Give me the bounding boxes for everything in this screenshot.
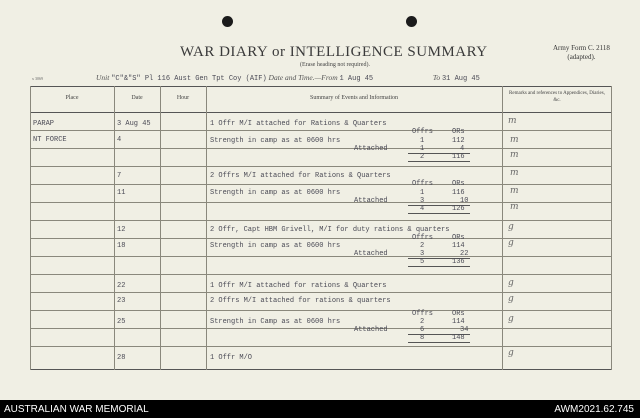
attached-offrs: 1	[420, 145, 425, 153]
attached-ors: 22	[460, 250, 469, 258]
entry-text: Strength in camp as at 0600 hrs	[210, 137, 341, 145]
date-to: 31 Aug 45	[441, 75, 480, 83]
unit-line	[96, 73, 480, 83]
entry-date: 22	[117, 282, 126, 290]
entry-place: PARAP	[33, 120, 55, 128]
table-head-ors: ORs	[452, 128, 465, 136]
page-title: WAR DIARY or INTELLIGENCE SUMMARY	[180, 44, 488, 60]
entry-initials: g	[508, 238, 514, 248]
entry-initials: g	[508, 222, 514, 232]
attached-label: Attached	[354, 197, 388, 205]
strength-ors: 116	[452, 189, 465, 197]
footer-institution: AUSTRALIAN WAR MEMORIAL	[4, 404, 149, 415]
col-header-place: Place	[65, 95, 79, 101]
strength-offrs: 2	[420, 318, 425, 326]
form-number	[553, 44, 610, 62]
total-ors: 148	[452, 334, 465, 342]
entry-initials: m	[508, 116, 517, 126]
diary-table	[30, 86, 612, 370]
strength-offrs: 2	[420, 242, 425, 250]
strength-offrs: 1	[420, 137, 425, 145]
attached-label: Attached	[354, 326, 388, 334]
entry-text: 1 Offr M/I attached for rations & Quarters	[210, 282, 387, 290]
attached-label: Attached	[354, 250, 388, 258]
entry-initials: g	[508, 348, 514, 358]
entry-initials: g	[508, 314, 514, 324]
attached-offrs: 3	[420, 197, 425, 205]
table-head-offrs: Offrs	[412, 234, 434, 242]
attached-offrs: 3	[420, 250, 425, 258]
entry-date: 18	[117, 242, 126, 250]
strength-offrs: 1	[420, 189, 425, 197]
corner-mark: x 3069	[32, 76, 43, 81]
date-from: 1 Aug 45	[339, 75, 374, 83]
entry-text: Strength in Camp as at 0600 hrs	[210, 318, 341, 326]
entry-date: 3 Aug 45	[117, 120, 151, 128]
table-head-ors: ORs	[452, 234, 465, 242]
entry-text: 2 Offrs M/I attached for Rations & Quarters	[210, 172, 391, 180]
entry-text: 1 Offr M/I attached for Rations & Quarters	[210, 120, 387, 128]
entry-text: Strength in camp as at 0600 hrs	[210, 242, 341, 250]
attached-offrs: 6	[420, 326, 425, 334]
table-head-ors: ORs	[452, 180, 465, 188]
total-row	[408, 153, 470, 162]
attached-ors: 34	[460, 326, 469, 334]
entry-date: 28	[117, 354, 126, 362]
total-ors: 116	[452, 153, 465, 161]
entry-initials: m	[510, 186, 519, 196]
page-subtitle: (Erase heading not required).	[300, 62, 370, 68]
entry-date: 4	[117, 136, 122, 144]
entry-date: 12	[117, 226, 126, 234]
date-to-label: To	[432, 73, 441, 82]
attached-ors: 10	[460, 197, 469, 205]
total-row	[408, 334, 470, 343]
entry-initials-extra: m	[510, 202, 519, 212]
entry-text: 2 Offrs M/I attached for rations & quarters	[210, 297, 391, 305]
attached-ors: 4	[460, 145, 465, 153]
table-head-offrs: Offrs	[412, 180, 434, 188]
col-header-date: Date	[131, 95, 143, 101]
form-number-label: Army Form C. 2118	[553, 44, 610, 52]
total-offrs: 4	[420, 205, 425, 213]
entry-date: 25	[117, 318, 126, 326]
attached-label: Attached	[354, 145, 388, 153]
table-head-ors: ORs	[452, 310, 465, 318]
date-range-label: Date and Time.—From	[268, 73, 338, 82]
unit-label: Unit	[96, 73, 110, 82]
total-offrs: 8	[420, 334, 425, 342]
entry-initials-extra: m	[510, 150, 519, 160]
entry-date: 23	[117, 297, 126, 305]
entry-text: 2 Offr, Capt HBM Grivell, M/I for duty rations & quarters	[210, 226, 450, 234]
table-head-offrs: Offrs	[412, 128, 434, 136]
entry-date: 11	[117, 189, 126, 197]
col-header-remarks: Remarks and references to Appendices, Diaries, &c.	[509, 91, 605, 103]
unit-value: "C"&"S" Pl 116 Aust Gen Tpt Coy (AIF)	[111, 75, 267, 83]
entry-initials: g	[508, 278, 514, 288]
entry-initials: g	[508, 294, 514, 304]
entry-place: NT FORCE	[33, 136, 67, 144]
strength-ors: 114	[452, 318, 465, 326]
total-row	[408, 258, 470, 267]
total-offrs: 5	[420, 258, 425, 266]
footer-accession: AWM2021.62.745	[554, 404, 634, 415]
table-head-offrs: Offrs	[412, 310, 434, 318]
entry-date: 7	[117, 172, 122, 180]
punch-hole-left	[222, 16, 233, 27]
strength-ors: 114	[452, 242, 465, 250]
col-header-hour: Hour	[176, 95, 190, 101]
total-offrs: 2	[420, 153, 425, 161]
total-ors: 126	[452, 205, 465, 213]
strength-ors: 112	[452, 137, 465, 145]
total-ors: 136	[452, 258, 465, 266]
total-row	[408, 205, 470, 214]
entry-initials: m	[510, 168, 519, 178]
form-number-note: (adapted).	[567, 53, 596, 61]
entry-initials: m	[510, 135, 519, 145]
entry-text: 1 Offr M/O	[210, 354, 253, 362]
col-header-summary: Summary of Events and Information	[310, 95, 398, 101]
entry-text: Strength in camp as at 0600 hrs	[210, 189, 341, 197]
punch-hole-right	[406, 16, 417, 27]
